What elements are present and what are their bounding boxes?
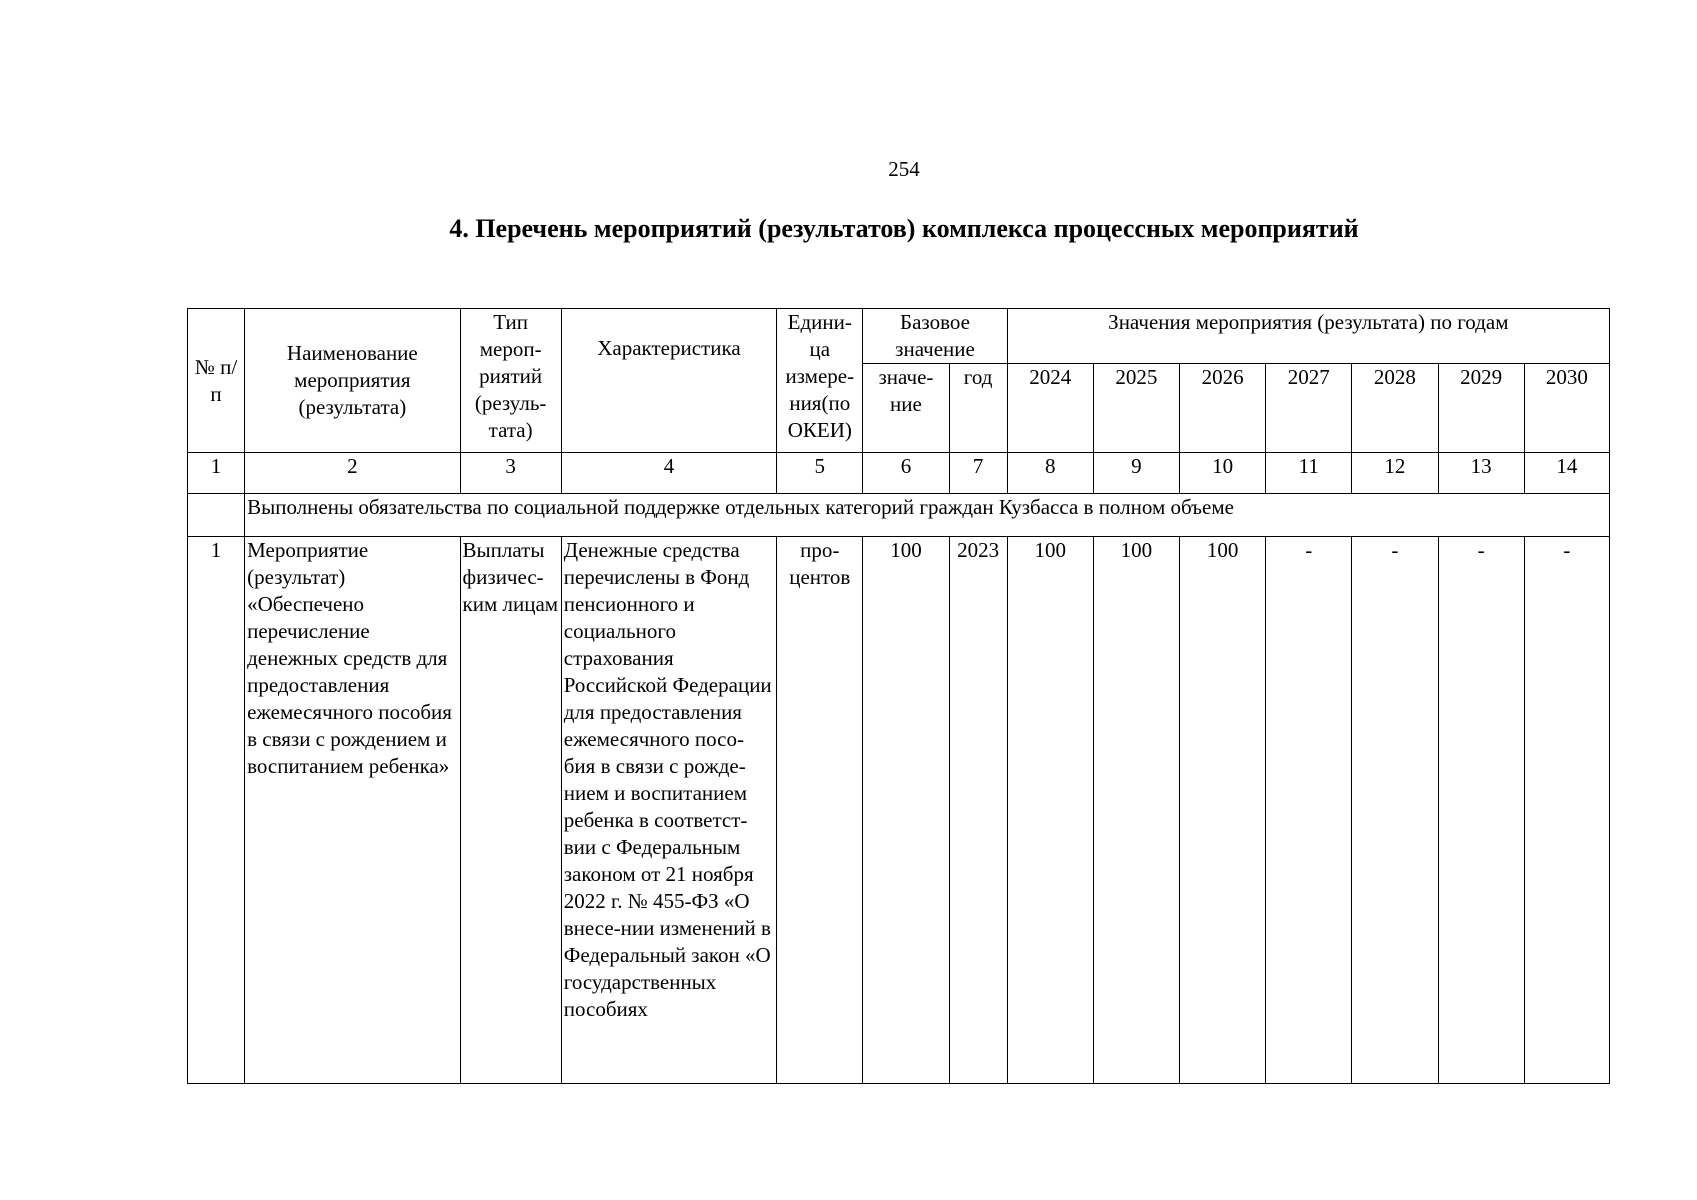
header-base-value: значе-ние <box>863 364 949 453</box>
column-number: 7 <box>949 453 1007 494</box>
header-characteristic: Характеристика <box>561 309 776 453</box>
column-number: 10 <box>1180 453 1266 494</box>
column-number: 13 <box>1438 453 1524 494</box>
header-year: 2028 <box>1352 364 1438 453</box>
row-base-value: 100 <box>863 537 949 1084</box>
header-num: № п/п <box>188 309 245 453</box>
column-number: 3 <box>460 453 561 494</box>
header-base: Базовое значение <box>863 309 1007 364</box>
group-num-cell <box>188 494 245 537</box>
row-base-year: 2023 <box>949 537 1007 1084</box>
header-base-year: год <box>949 364 1007 453</box>
header-year: 2026 <box>1180 364 1266 453</box>
row-name: Мероприятие (результат) «Обеспечено перечисление денежных средств для предоставления ежемесячного пособия в связи с рождением и воспитанием ребенка» <box>245 537 460 1084</box>
page-number-text: 254 <box>888 157 920 181</box>
group-row <box>188 494 1610 537</box>
column-number: 14 <box>1524 453 1609 494</box>
row-characteristic: Денежные средства перечислены в Фонд пенсионного и социального страхования Российской Федерации для предоставления ежемесячного посо-бия в связи с рожде-нием и воспитанием ребенка в соответст-вии с Федеральным законом от 21 ноября 2022 г. № 455-ФЗ «О внесе-нии изменений в Федеральный закон «О государственных пособиях <box>561 537 776 1084</box>
column-number: 1 <box>188 453 245 494</box>
row-value: - <box>1438 537 1524 1084</box>
column-number: 5 <box>777 453 863 494</box>
group-title: Выполнены обязательства по социальной поддержке отдельных категорий граждан Кузбасса в полном объеме <box>245 494 1610 537</box>
header-year: 2024 <box>1007 364 1093 453</box>
header-year: 2030 <box>1524 364 1609 453</box>
row-value: 100 <box>1007 537 1093 1084</box>
row-num: 1 <box>188 537 245 1084</box>
row-value: - <box>1266 537 1352 1084</box>
header-name: Наименование мероприятия (результата) <box>245 309 460 453</box>
header-row-1 <box>188 309 1610 364</box>
column-number: 4 <box>561 453 776 494</box>
row-value: - <box>1524 537 1609 1084</box>
measures-table <box>187 308 1610 1084</box>
header-year: 2027 <box>1266 364 1352 453</box>
header-years-group: Значения мероприятия (результата) по годам <box>1007 309 1609 364</box>
header-year: 2029 <box>1438 364 1524 453</box>
column-number: 12 <box>1352 453 1438 494</box>
row-value: 100 <box>1093 537 1179 1084</box>
column-number: 2 <box>245 453 460 494</box>
header-unit: Едини-ца измере-ния(по ОКЕИ) <box>777 309 863 453</box>
row-value: 100 <box>1180 537 1266 1084</box>
header-year: 2025 <box>1093 364 1179 453</box>
column-number: 9 <box>1093 453 1179 494</box>
column-number-row <box>188 453 1610 494</box>
column-number: 11 <box>1266 453 1352 494</box>
document-title: 4. Перечень мероприятий (результатов) комплекса процессных мероприятий <box>449 214 1359 243</box>
header-type: Тип мероп-риятий (резуль-тата) <box>460 309 561 453</box>
table-row <box>188 537 1610 1084</box>
row-type: Выплаты физичес-ким лицам <box>460 537 561 1084</box>
row-unit: про-центов <box>777 537 863 1084</box>
column-number: 8 <box>1007 453 1093 494</box>
row-value: - <box>1352 537 1438 1084</box>
page-number <box>0 156 1697 182</box>
column-number: 6 <box>863 453 949 494</box>
